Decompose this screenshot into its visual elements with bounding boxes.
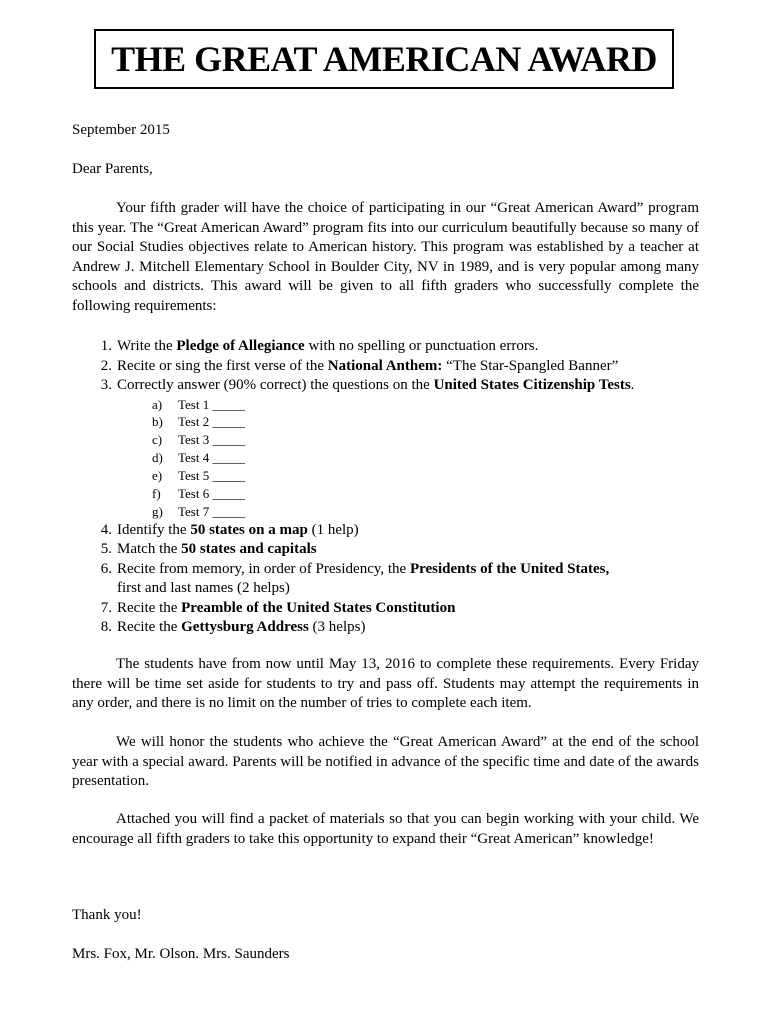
test-label: Test 1 _____ [178, 396, 245, 412]
list-item-text: (3 helps) [308, 619, 366, 636]
test-item [72, 449, 712, 467]
requirements-list [72, 337, 712, 638]
list-item-text: Correctly answer (90% correct) the questions on the [117, 377, 434, 393]
list-item [72, 376, 712, 396]
list-item-bold: Gettysburg Address [181, 619, 309, 636]
test-label: Test 6 _____ [178, 486, 245, 502]
list-item-text: (1 help) [307, 521, 359, 538]
list-item-text: . [630, 377, 635, 393]
test-label: Test 2 _____ [178, 414, 245, 430]
test-letter: e) [152, 468, 163, 484]
timeline-paragraph: The students have from now until May 13, 2016 to complete these requirements. Every Friday there will be time set aside for students to try and pass off. Students may attempt the requirements in any order, and there is no limit on the number of tries to complete each item. [72, 656, 699, 711]
list-item-text: Write the [117, 338, 177, 354]
list-item-bold: Presidents of the United States, [409, 560, 610, 577]
list-item-continuation: first and last names (2 helps) [117, 580, 290, 597]
list-item-number: 8. [100, 619, 112, 636]
closing: Thank you! [72, 907, 142, 923]
list-item-text: with no spelling or punctuation errors. [304, 338, 539, 354]
list-item [72, 521, 712, 541]
page-title: THE GREAT AMERICAN AWARD [111, 39, 657, 79]
list-item-bold: United States Citizenship Tests [433, 377, 631, 393]
test-label: Test 3 _____ [178, 432, 245, 448]
attached-paragraph: Attached you will find a packet of materials so that you can begin working with your child. We encourage all fifth graders to take this opportunity to expand their “Great American” knowledge! [72, 811, 699, 847]
list-item-number: 7. [100, 599, 112, 616]
list-item-text: Recite the [117, 599, 182, 616]
list-item [72, 357, 712, 377]
test-item [72, 413, 712, 431]
salutation: Dear Parents, [72, 161, 153, 177]
test-label: Test 5 _____ [178, 468, 245, 484]
list-item-bold: Preamble of the United States Constitution [181, 599, 456, 616]
list-item-text: “The Star-Spangled Banner” [442, 357, 619, 374]
test-item [72, 503, 712, 521]
test-label: Test 4 _____ [178, 450, 245, 466]
test-letter: g) [152, 503, 163, 519]
intro-paragraph: Your fifth grader will have the choice of participating in our “Great American Award” program this year. The “Great American Award” program fits into our curriculum beautifully because so many of our Social Studies objectives relate to American history. This program was established by a teacher at Andrew J. Mitchell Elementary School in Boulder City, NV in 1989, and is very popular among many schools and districts. This award will be given to all fifth graders who successfully complete the following requirements: [72, 200, 699, 314]
list-item-number: 6. [100, 560, 112, 577]
list-item-bold: National Anthem: [327, 357, 443, 374]
list-item [72, 599, 712, 619]
list-item [72, 618, 712, 638]
test-letter: d) [152, 450, 163, 466]
honor-paragraph: We will honor the students who achieve the “Great American Award” at the end of the school year with a special award. Parents will be notified in advance of the specific time and date of the awards presentation. [72, 734, 699, 789]
list-item-text: Recite from memory, in order of Presidency, the [117, 560, 410, 577]
list-item [72, 337, 712, 357]
list-item [72, 560, 712, 580]
test-letter: c) [152, 432, 163, 448]
list-item-bold: Pledge of Allegiance [176, 338, 305, 354]
list-item-bold: 50 states on a map [190, 521, 308, 538]
list-item-number: 5. [100, 541, 112, 558]
test-item [72, 431, 712, 449]
list-item-text: Match the [117, 541, 182, 558]
list-item-number: 4. [100, 521, 112, 538]
letter-date: September 2015 [72, 122, 170, 138]
test-item [72, 485, 712, 503]
list-item-number: 3. [100, 377, 112, 393]
list-item-bold: 50 states and capitals [181, 541, 317, 558]
signature: Mrs. Fox, Mr. Olson. Mrs. Saunders [72, 946, 290, 962]
list-item-number: 1. [100, 338, 112, 354]
title-box [94, 29, 674, 89]
test-letter: b) [152, 414, 163, 430]
test-item [72, 467, 712, 485]
test-item [72, 396, 712, 414]
test-letter: a) [152, 396, 163, 412]
list-item-text: Identify the [117, 521, 191, 538]
test-letter: f) [152, 486, 161, 502]
list-item-number: 2. [100, 357, 112, 374]
list-item [72, 540, 712, 560]
list-item-text: Recite the [117, 619, 182, 636]
list-item-text: Recite or sing the first verse of the [117, 357, 328, 374]
test-label: Test 7 _____ [178, 503, 245, 519]
